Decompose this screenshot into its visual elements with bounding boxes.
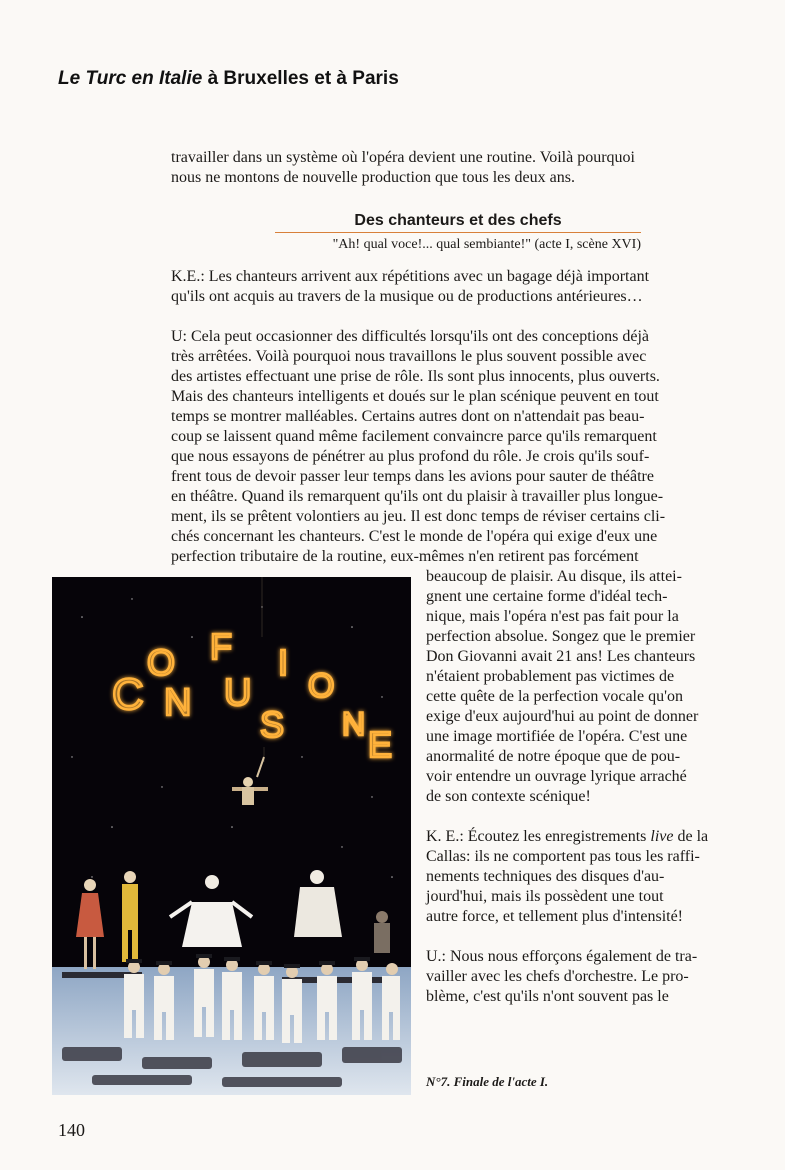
body-line: nements techniques des disques d'au-: [426, 868, 665, 885]
neon-letter: F: [210, 626, 232, 667]
neon-letter: U: [224, 672, 252, 714]
body-line: très arrêtées. Voilà pourquoi nous travaillons le plus souvent possible avec: [171, 348, 647, 365]
neon-letter: E: [368, 724, 393, 765]
body-line: nique, mais l'opéra n'est pas fait pour la: [426, 608, 679, 625]
body-line: cette quête de la perfection vocale qu'on: [426, 688, 683, 705]
body-line: n'étaient probablement pas victimes de: [426, 668, 675, 685]
body-line: autre force, et tellement plus d'intensité!: [426, 908, 684, 925]
neon-letter: S: [260, 704, 285, 745]
body-line: perfection tributaire de la routine, eux-mêmes n'en retirent pas forcément: [171, 548, 639, 565]
body-line: une image mortifiée de l'opéra. C'est une: [426, 728, 688, 745]
neon-letter: I: [278, 642, 289, 683]
body-text-italic: live: [650, 828, 674, 845]
body-line: voir entendre un ouvrage lyrique arraché: [426, 768, 687, 785]
body-line: nous ne montons de nouvelle production que tous les deux ans.: [171, 169, 575, 186]
body-line: beaucoup de plaisir. Au disque, ils attei-: [426, 568, 682, 585]
neon-letter: O: [308, 667, 335, 705]
body-line: des artistes effectuant une prise de rôle. Ils sont plus innocents, plus ouverts.: [171, 368, 660, 385]
body-line: vailler avec les chefs d'orchestre. Le pro-: [426, 968, 689, 985]
body-text: de la: [673, 828, 709, 845]
body-line: gnent une certaine forme d'idéal tech-: [426, 588, 668, 605]
body-line: en théâtre. Quand ils remarquent qu'ils ont du plaisir à travailler plus longue-: [171, 488, 664, 505]
body-line: qu'ils ont acquis au travers de la musique ou de productions antérieures…: [171, 288, 643, 305]
body-line: perfection absolue. Songez que le premier: [426, 628, 696, 645]
body-line: U.: Nous nous efforçons également de tra-: [426, 948, 698, 965]
photo-caption: N°7. Finale de l'acte I.: [426, 1074, 549, 1089]
body-line: de son contexte scénique!: [426, 788, 591, 805]
body-line: coup se laissent quand même facilement convaincre parce qu'ils remarquent: [171, 428, 657, 445]
header-title-rest: à Bruxelles et à Paris: [202, 68, 399, 89]
body-line: que nous essayons de pénétrer au plus profond du rôle. Je crois qu'ils souf-: [171, 448, 650, 465]
body-line: frent tous de devoir passer leur temps dans les avions pour sauter de théâtre: [171, 468, 654, 485]
neon-letter: C: [112, 670, 144, 719]
body-line: K.E.: Les chanteurs arrivent aux répétitions avec un bagage déjà important: [171, 268, 650, 285]
body-line: travailler dans un système où l'opéra devient une routine. Voilà pourquoi: [171, 149, 635, 166]
stage-photo: [52, 577, 411, 1095]
body-line: exige d'eux aujourd'hui au point de donner: [426, 708, 699, 725]
header-title-italic: Le Turc en Italie: [58, 68, 203, 89]
neon-letter: N: [342, 706, 366, 742]
body-line: U: Cela peut occasionner des difficultés lorsqu'ils ont des conceptions déjà: [171, 328, 650, 345]
body-line: ment, ils se prêtent volontiers au jeu. Il est donc temps de réviser certains cli-: [171, 508, 666, 525]
body-line: anormalité de notre époque que de pou-: [426, 748, 681, 765]
body-line: Don Giovanni avait 21 ans! Les chanteurs: [426, 648, 696, 665]
neon-letter: O: [147, 642, 176, 683]
body-line: jourd'hui, mais ils possèdent une tout: [426, 888, 664, 905]
body-text: K. E.: Écoutez les enregistrements: [426, 828, 651, 845]
body-line: Callas: ils ne comportent pas tous les raffi-: [426, 848, 700, 865]
section-heading: Des chanteurs et des chefs: [275, 212, 641, 233]
running-header: [58, 68, 399, 90]
stage-photo-drawing: [52, 577, 411, 1095]
body-line: [426, 827, 708, 847]
body-line: chés concernant les chanteurs. C'est le monde de l'opéra qui exige d'eux une: [171, 528, 658, 545]
neon-letter: N: [164, 682, 192, 724]
body-line: blème, c'est qu'ils n'ont souvent pas le: [426, 988, 669, 1005]
body-line: Mais des chanteurs intelligents et doués sur le plan scénique peuvent en tout: [171, 388, 659, 405]
page-number: 140: [58, 1120, 85, 1140]
section-epigraph: "Ah! qual voce!... qual sembiante!" (acte I, scène XVI): [332, 237, 641, 252]
body-line: temps se montrer malléables. Certains autres dont on n'attendait pas beau-: [171, 408, 645, 425]
